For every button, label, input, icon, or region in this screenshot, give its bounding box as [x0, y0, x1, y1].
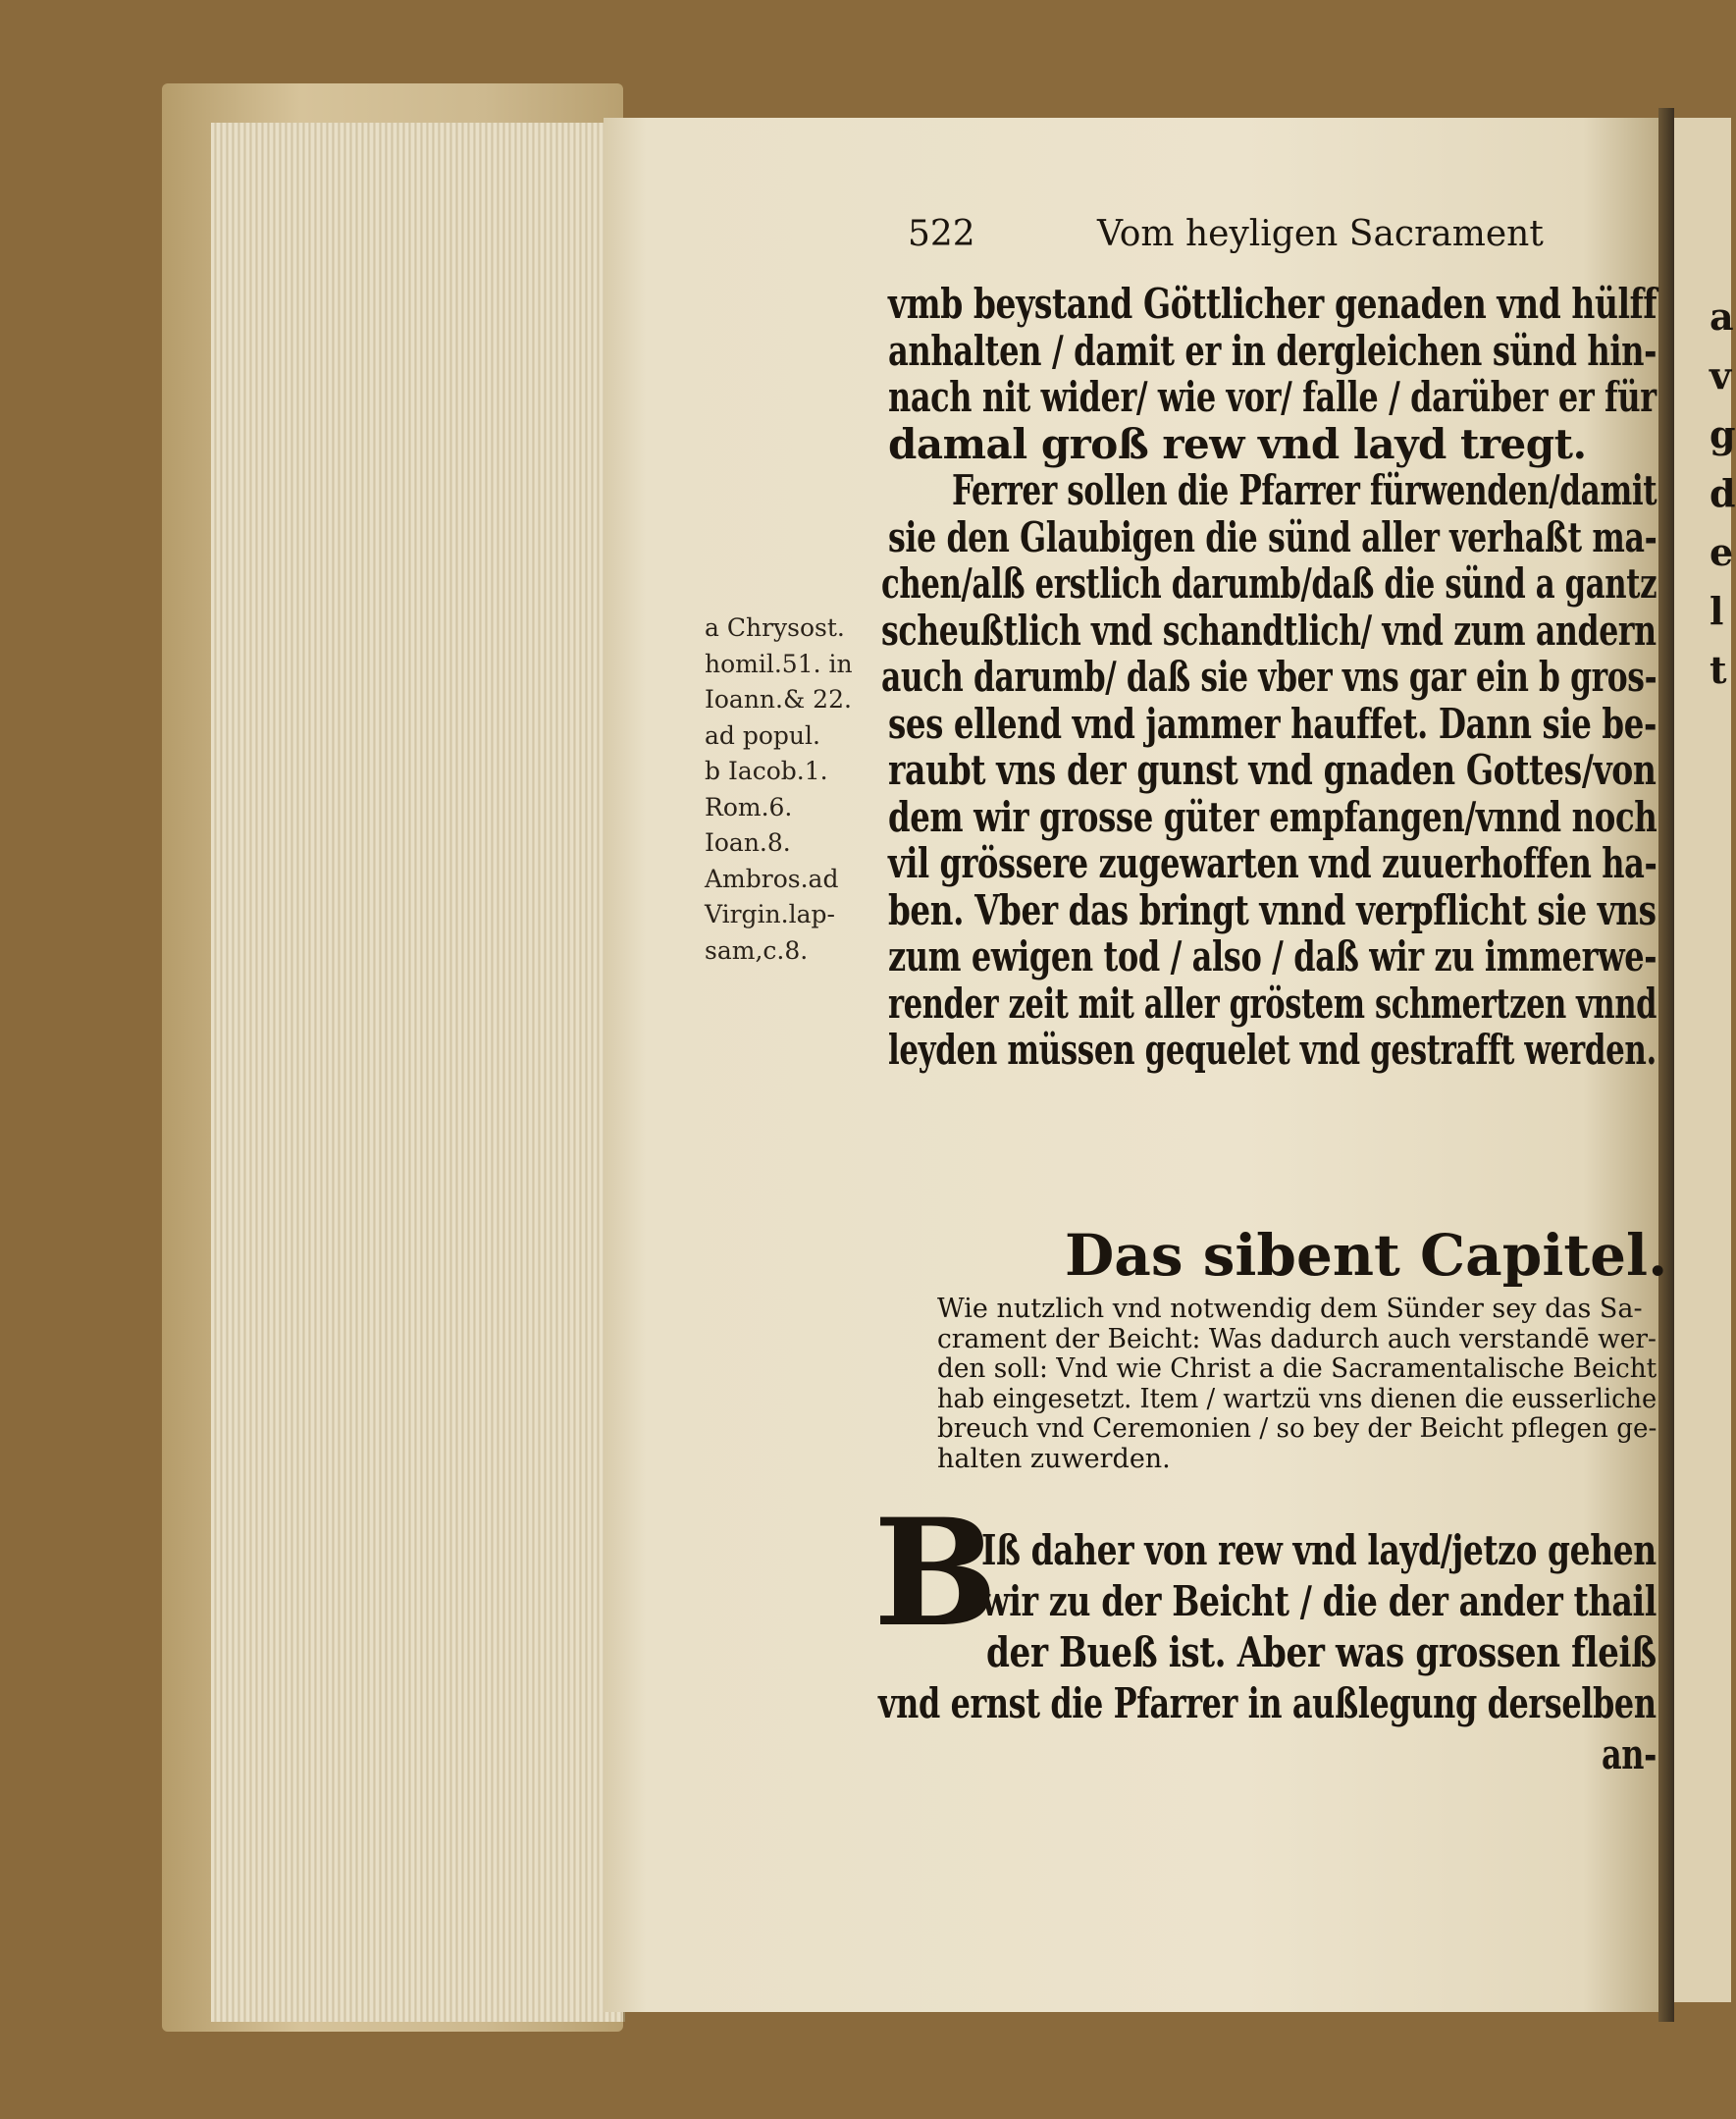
summary-line: halten zuwerden.	[937, 1443, 1171, 1474]
running-header: Vom heyligen Sacrament	[1097, 214, 1544, 254]
body-line: chen/alß erstlich darumb/daß die sünd a gantz	[881, 559, 1657, 608]
facing-page-letter: g	[1710, 412, 1736, 456]
body-line: zum ewigen tod / also / daß wir zu immerwe-	[888, 932, 1657, 980]
body-line: wir zu der Beicht / die der ander thail	[981, 1577, 1657, 1625]
initial-letter: B	[873, 1487, 998, 1660]
facing-page-letter: l	[1710, 589, 1724, 633]
body-line: vnd ernst die Pfarrer in außlegung derselben	[878, 1679, 1657, 1727]
body-line: render zeit mit aller gröstem schmertzen vnnd	[888, 979, 1657, 1028]
body-line: nach nit wider/ wie vor/ falle / darüber er für	[888, 373, 1657, 421]
margin-note: sam,c.8.	[705, 935, 809, 965]
body-line: auch darumb/ daß sie vber vns gar ein b gros-	[881, 653, 1657, 701]
summary-line: hab eingesetzt. Item / wartzü vns dienen die eusserliche	[937, 1383, 1657, 1414]
body-line: vil grössere zugewarten vnd zuuerhoffen ha-	[888, 839, 1657, 887]
margin-note: Ambros.ad	[705, 864, 839, 893]
page-edges	[211, 123, 625, 2022]
body-line: dem wir grosse güter empfangen/vnnd noch	[888, 792, 1657, 841]
body-line: anhalten / damit er in dergleichen sünd hin-	[888, 326, 1657, 375]
summary-line: breuch vnd Ceremonien / so bey der Beicht pflegen ge-	[937, 1413, 1657, 1444]
margin-note: Rom.6.	[705, 792, 793, 821]
facing-page-letter: e	[1710, 530, 1734, 574]
summary-line: den soll: Vnd wie Christ a die Sacramentalische Beicht	[937, 1353, 1657, 1384]
margin-note: b Iacob.1.	[705, 757, 828, 785]
page-number: 522	[908, 214, 975, 254]
book-gutter	[1658, 108, 1674, 2022]
body-line: vmb beystand Göttlicher genaden vnd hülff	[888, 280, 1657, 328]
facing-page-edge	[1674, 118, 1734, 2002]
body-line: ses ellend vnd jammer hauffet. Dann sie be-	[888, 699, 1657, 748]
margin-note: a Chrysost.	[705, 613, 845, 642]
facing-page-letter: d	[1710, 471, 1736, 515]
summary-line: crament der Beicht: Was dadurch auch verstandē wer-	[937, 1323, 1657, 1354]
body-line: raubt vns der gunst vnd gnaden Gottes/von	[888, 746, 1657, 794]
margin-note: Ioan.8.	[705, 828, 791, 857]
body-line: Iß daher von rew vnd layd/jetzo gehen	[981, 1526, 1657, 1574]
body-line: Ferrer sollen die Pfarrer fürwenden/damit	[952, 466, 1657, 514]
body-line: sie den Glaubigen die sünd aller verhaßt ma-	[888, 512, 1657, 561]
body-line: scheußtlich vnd schandtlich/ vnd zum andern	[881, 606, 1657, 655]
facing-page-letter: t	[1710, 648, 1727, 692]
facing-page-letter: v	[1710, 353, 1732, 397]
body-line: an-	[1602, 1730, 1657, 1778]
body-line: leyden müssen gequelet vnd gestrafft werden.	[888, 1026, 1657, 1074]
margin-note: Ioann.& 22.	[705, 685, 852, 714]
margin-note: homil.51. in	[705, 649, 853, 678]
chapter-title: Das sibent Capitel.	[1065, 1222, 1668, 1289]
margin-note: ad popul.	[705, 720, 820, 750]
body-line: damal groß rew vnd layd tregt.	[888, 419, 1587, 468]
body-line: der Bueß ist. Aber was grossen fleiß	[986, 1628, 1657, 1676]
body-line: ben. Vber das bringt vnnd verpflicht sie vns	[888, 885, 1657, 934]
margin-note: Virgin.lap-	[705, 900, 835, 928]
summary-line: Wie nutzlich vnd notwendig dem Sünder sey das Sa-	[937, 1294, 1643, 1324]
facing-page-letter: a	[1710, 294, 1734, 339]
